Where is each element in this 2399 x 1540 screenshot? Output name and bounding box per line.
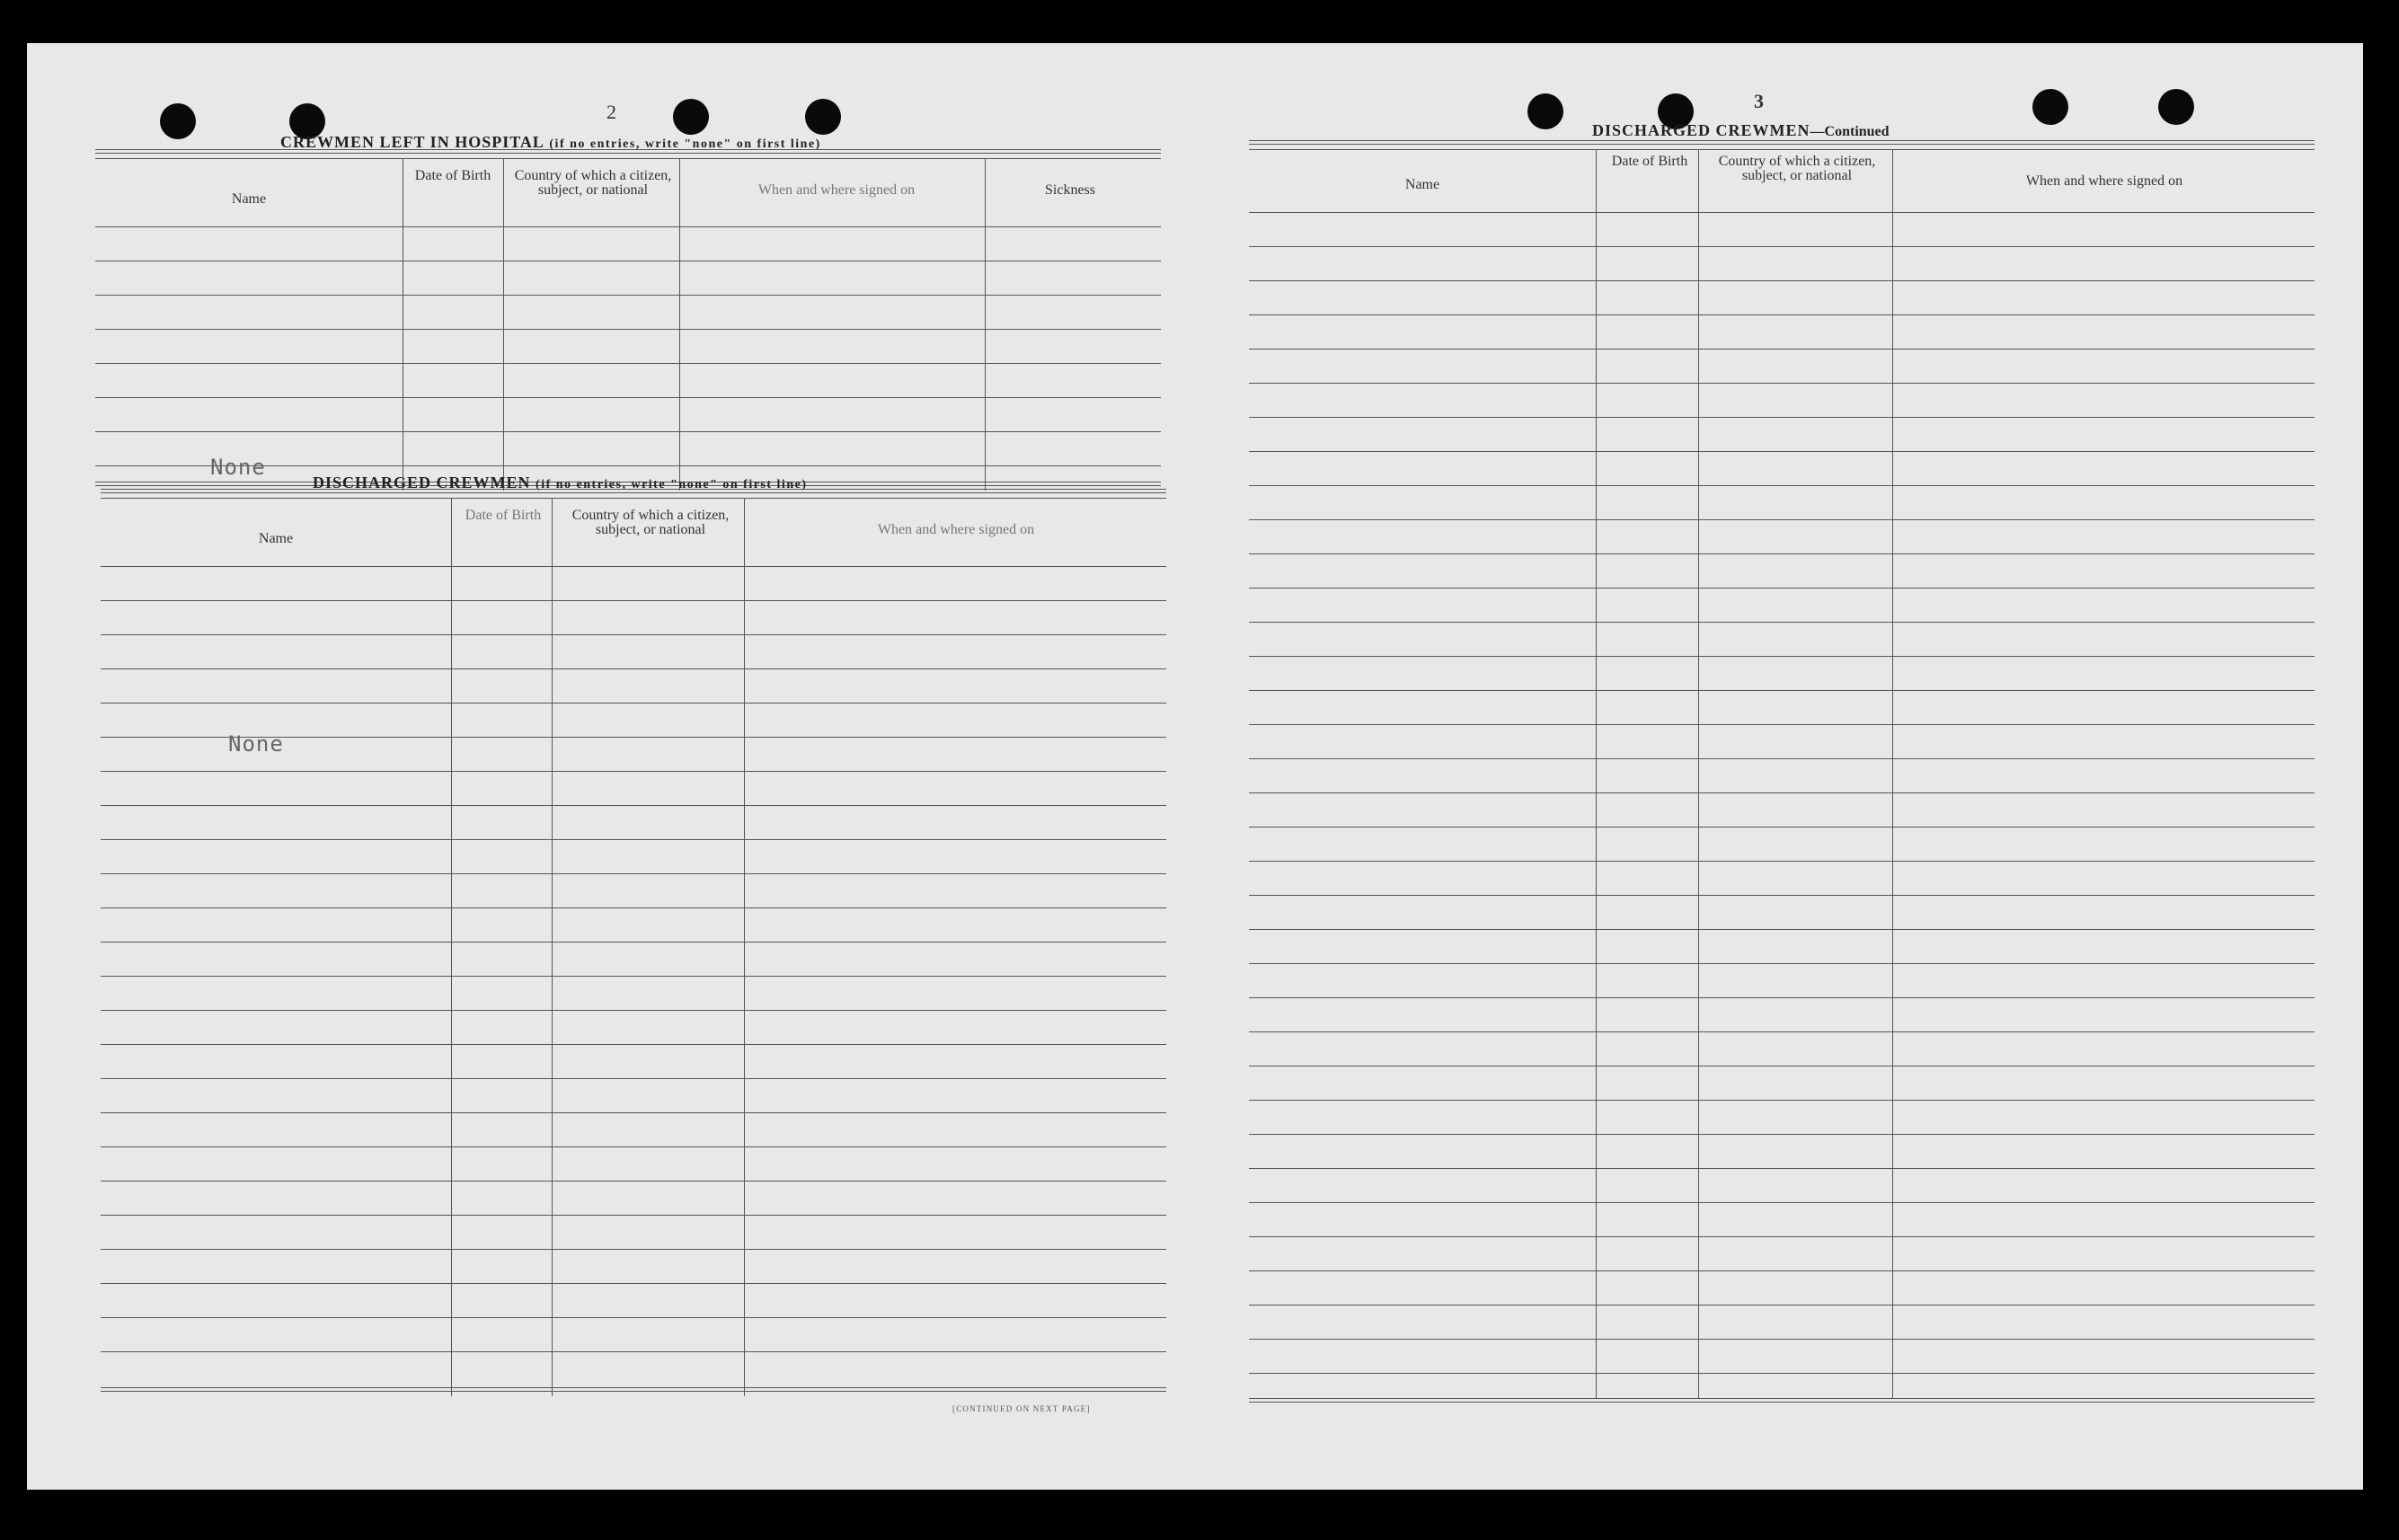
entry-line: [1249, 622, 2315, 623]
entry-line: [101, 1010, 1166, 1011]
entry-line: [1249, 553, 2315, 554]
entry-line: [101, 1351, 1166, 1352]
discharged-entry-none: None: [228, 731, 284, 757]
table-top-rule: [95, 149, 1161, 154]
entry-line: [1249, 383, 2315, 384]
entry-line: [1249, 349, 2315, 350]
entry-line: [101, 1146, 1166, 1147]
entry-line: [1249, 1134, 2315, 1135]
page-number-right: 3: [1754, 90, 1764, 112]
entry-line: [1249, 792, 2315, 793]
entry-line: [1249, 724, 2315, 725]
column-divider: [1698, 149, 1699, 1398]
column-header-date-of-birth: Date of Birth: [414, 168, 491, 183]
column-header-country: Country of which a citizen, subject, or national: [514, 168, 672, 198]
entry-line: [101, 976, 1166, 977]
entry-line: [1249, 485, 2315, 486]
entry-line: [1249, 588, 2315, 589]
entry-line: [1249, 758, 2315, 759]
entry-line: [101, 600, 1166, 601]
entry-line: [1249, 963, 2315, 964]
discharged-continued-table: [1249, 140, 2315, 1416]
entry-line: [1249, 1236, 2315, 1237]
column-header-country: Country of which a citizen, subject, or national: [571, 508, 730, 537]
entry-line: [95, 363, 1161, 364]
entry-line: [1249, 827, 2315, 828]
entry-line: [1249, 1168, 2315, 1169]
punch-hole: [160, 103, 196, 139]
entry-line: [101, 703, 1166, 704]
hospital-instruction: (if no entries, write "none" on first line): [549, 137, 821, 151]
punch-hole: [2032, 89, 2068, 125]
continued-label: —Continued: [1810, 124, 1890, 139]
entry-line: [1249, 1100, 2315, 1101]
entry-line: [95, 397, 1161, 398]
column-header-country: Country of which a citizen, subject, or national: [1718, 154, 1876, 183]
header-rule: [95, 226, 1161, 227]
discharged-title-text: DISCHARGED CREWMEN: [313, 474, 531, 491]
entry-line: [101, 1181, 1166, 1182]
column-divider: [1892, 149, 1893, 1398]
entry-line: [101, 771, 1166, 772]
punch-hole: [805, 99, 841, 135]
table-top-rule: [101, 498, 1166, 499]
header-rule: [1249, 212, 2315, 213]
entry-line: [95, 431, 1161, 432]
column-header-signed-on: When and where signed on: [2025, 173, 2183, 189]
entry-line: [95, 329, 1161, 330]
entry-line: [1249, 1270, 2315, 1271]
header-rule: [101, 566, 1166, 567]
column-divider: [679, 158, 680, 491]
entry-line: [101, 839, 1166, 840]
column-header-signed-on: When and where signed on: [877, 522, 1035, 537]
entry-line: [101, 942, 1166, 943]
entry-line: [101, 1215, 1166, 1216]
column-header-date-of-birth: Date of Birth: [1611, 154, 1688, 169]
entry-line: [101, 1317, 1166, 1318]
entry-line: [101, 1112, 1166, 1113]
entry-line: [1249, 690, 2315, 691]
entry-line: [101, 907, 1166, 908]
entry-line: [1249, 929, 2315, 930]
entry-line: [101, 1283, 1166, 1284]
column-divider: [744, 498, 745, 1396]
column-header-signed-on: When and where signed on: [757, 182, 916, 198]
column-header-name: Name: [258, 531, 294, 546]
table-top-rule: [1249, 149, 2315, 150]
entry-line: [1249, 997, 2315, 998]
table-top-rule: [1249, 140, 2315, 145]
discharged-instruction: (if no entries, write "none" on first line): [536, 478, 808, 491]
entry-line: [1249, 519, 2315, 520]
column-header-sickness: Sickness: [1045, 182, 1095, 198]
entry-line: [1249, 861, 2315, 862]
entry-line: [1249, 895, 2315, 896]
table-top-rule: [95, 158, 1161, 159]
column-divider: [552, 498, 553, 1396]
column-header-name: Name: [231, 191, 267, 207]
entry-line: [101, 873, 1166, 874]
table-bottom-rule: [101, 1387, 1166, 1392]
column-divider: [1596, 149, 1597, 1398]
entry-line: [1249, 1339, 2315, 1340]
document-sheet: [27, 43, 2363, 1490]
entry-line: [101, 668, 1166, 669]
entry-line: [101, 1044, 1166, 1045]
entry-line: [101, 634, 1166, 635]
discharged-continued-title: [1592, 121, 1890, 140]
hospital-table: [95, 149, 1161, 500]
entry-line: [1249, 1373, 2315, 1374]
column-divider: [451, 498, 452, 1396]
page-number-left: 2: [606, 101, 616, 123]
table-top-rule: [101, 489, 1166, 493]
discharged-table: [101, 489, 1166, 1414]
hospital-entry-none: None: [210, 455, 266, 480]
punch-hole: [673, 99, 709, 135]
entry-line: [1249, 1031, 2315, 1032]
entry-line: [101, 1249, 1166, 1250]
column-divider: [503, 158, 504, 491]
entry-line: [1249, 1202, 2315, 1203]
entry-line: [1249, 656, 2315, 657]
discharged-continued-title-text: DISCHARGED CREWMEN: [1592, 121, 1810, 139]
entry-line: [1249, 451, 2315, 452]
entry-line: [95, 295, 1161, 296]
column-header-date-of-birth: Date of Birth: [465, 508, 542, 523]
entry-line: [1249, 314, 2315, 315]
entry-line: [101, 805, 1166, 806]
column-divider: [985, 158, 986, 491]
continued-footer: [CONTINUED ON NEXT PAGE]: [952, 1404, 1091, 1413]
entry-line: [101, 1078, 1166, 1079]
column-header-name: Name: [1404, 177, 1440, 192]
table-bottom-rule: [1249, 1398, 2315, 1403]
punch-hole: [1527, 93, 1563, 129]
entry-line: [1249, 280, 2315, 281]
entry-line: [1249, 246, 2315, 247]
entry-line: [1249, 417, 2315, 418]
punch-hole: [2158, 89, 2194, 125]
hospital-title-text: CREWMEN LEFT IN HOSPITAL: [280, 133, 544, 151]
